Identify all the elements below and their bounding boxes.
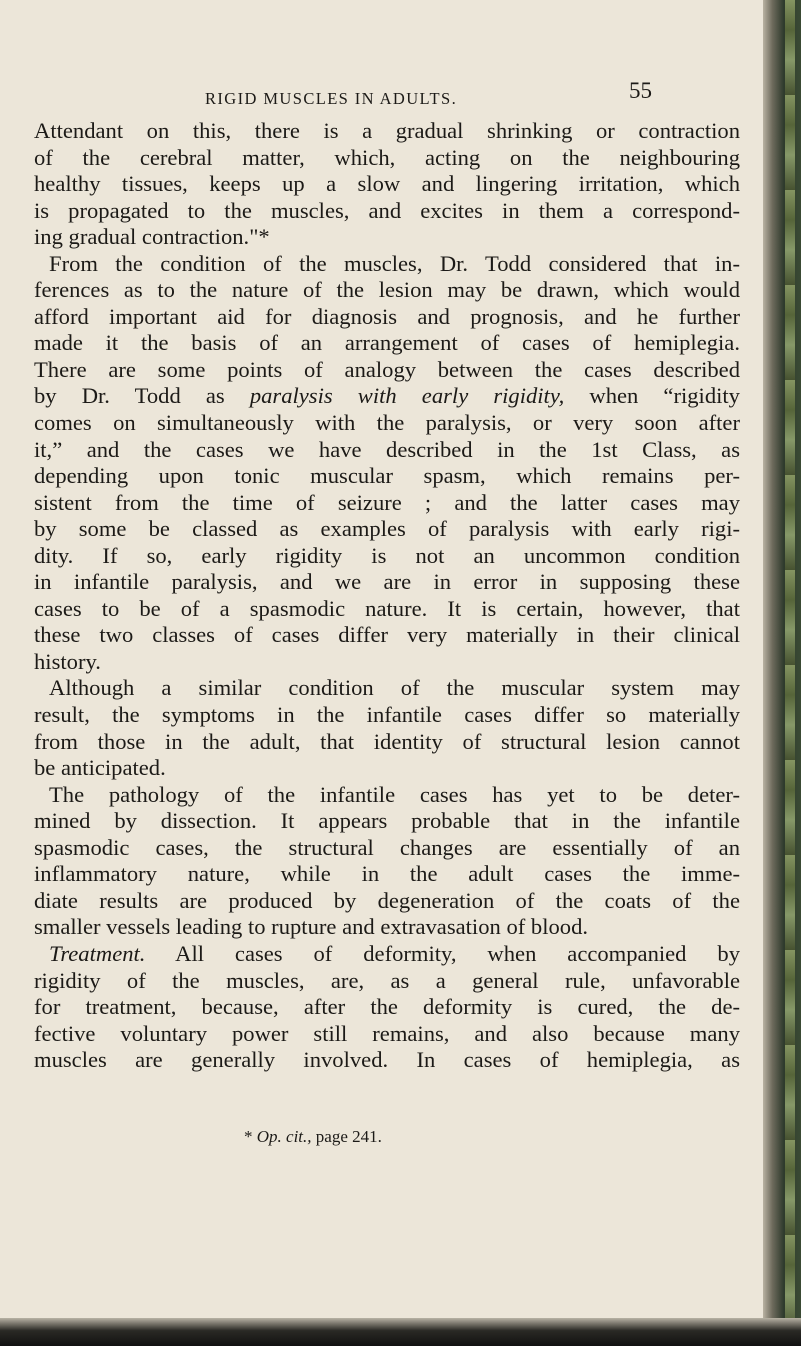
italic-phrase: Treatment. (49, 940, 146, 966)
text-line: be anticipated. (34, 755, 166, 781)
text-line: Attendant on this, there is a gradual shrinking or contraction (34, 118, 740, 143)
text-line: for treatment, because, after the deformity is cured, the de- (34, 994, 740, 1020)
text-line: There are some points of analogy between the cases described (34, 356, 740, 382)
text-line-mixed (34, 941, 740, 968)
text-line: by some be classed as examples of paralysis with early rigi- (34, 516, 740, 542)
italic-phrase: paralysis with early rigidity, (249, 383, 565, 409)
text-line: The pathology of the infantile cases has yet to be deter- (49, 781, 740, 807)
text-run: All cases of deformity, when accompanied by (145, 940, 740, 966)
text-line: history. (34, 648, 101, 674)
text-line: of the cerebral matter, which, acting on the neighbouring (34, 144, 740, 170)
page-bottom-edge (0, 1318, 801, 1346)
footnote (244, 1127, 382, 1147)
text-line: made it the basis of an arrangement of cases of hemiplegia. (34, 330, 740, 356)
body-text (34, 118, 740, 1074)
footnote-page: page 241. (311, 1127, 382, 1146)
text-line: spasmodic cases, the structural changes are essentially of an (34, 834, 740, 860)
text-line: dity. If so, early rigidity is not an uncommon condition (34, 542, 740, 568)
text-line: from those in the adult, that identity of structural lesion cannot (34, 728, 740, 754)
text-line: healthy tissues, keeps up a slow and lingering irritation, which (34, 171, 740, 197)
text-line: it,” and the cases we have described in the 1st Class, as (34, 436, 740, 462)
text-line-mixed (34, 383, 740, 410)
text-line: diate results are produced by degeneration of the coats of the (34, 887, 740, 913)
text-line: these two classes of cases differ very materially in their clinical (34, 622, 740, 648)
page-number: 55 (629, 78, 652, 103)
text-line: ing gradual contraction."* (34, 224, 270, 250)
text-line: result, the symptoms in the infantile cases differ so materially (34, 702, 740, 728)
text-line: sistent from the time of seizure ; and the latter cases may (34, 489, 740, 515)
running-header: RIGID MUSCLES IN ADULTS. (205, 89, 458, 108)
text-run: by Dr. Todd as (34, 383, 250, 409)
text-line: afford important aid for diagnosis and prognosis, and he further (34, 303, 740, 329)
text-line: mined by dissection. It appears probable that in the infantile (34, 808, 740, 834)
footnote-citation: Op. cit., (256, 1127, 312, 1146)
footnote-marker: * (244, 1127, 257, 1146)
text-line: From the condition of the muscles, Dr. Todd considered that in- (49, 250, 740, 276)
text-line: smaller vessels leading to rupture and extravasation of blood. (34, 914, 589, 940)
text-line: is propagated to the muscles, and excites in them a correspond- (34, 197, 740, 223)
text-line: rigidity of the muscles, are, as a general rule, unfavorable (34, 967, 740, 993)
text-line: muscles are generally involved. In cases of hemiplegia, as (34, 1047, 740, 1073)
text-line: Although a similar condition of the muscular system may (49, 675, 740, 701)
text-line: inflammatory nature, while in the adult cases the imme- (34, 861, 740, 887)
text-line: in infantile paralysis, and we are in error in supposing these (34, 569, 740, 595)
text-line: comes on simultaneously with the paralysis, or very soon after (34, 410, 740, 436)
book-binding-edge (763, 0, 801, 1346)
text-line: ferences as to the nature of the lesion may be drawn, which would (34, 277, 740, 303)
text-line: depending upon tonic muscular spasm, which remains per- (34, 463, 740, 489)
text-line: cases to be of a spasmodic nature. It is certain, however, that (34, 595, 740, 621)
text-run: when “rigidity (564, 383, 740, 409)
binding-texture (785, 0, 795, 1346)
text-line: fective voluntary power still remains, and also because many (34, 1020, 740, 1046)
